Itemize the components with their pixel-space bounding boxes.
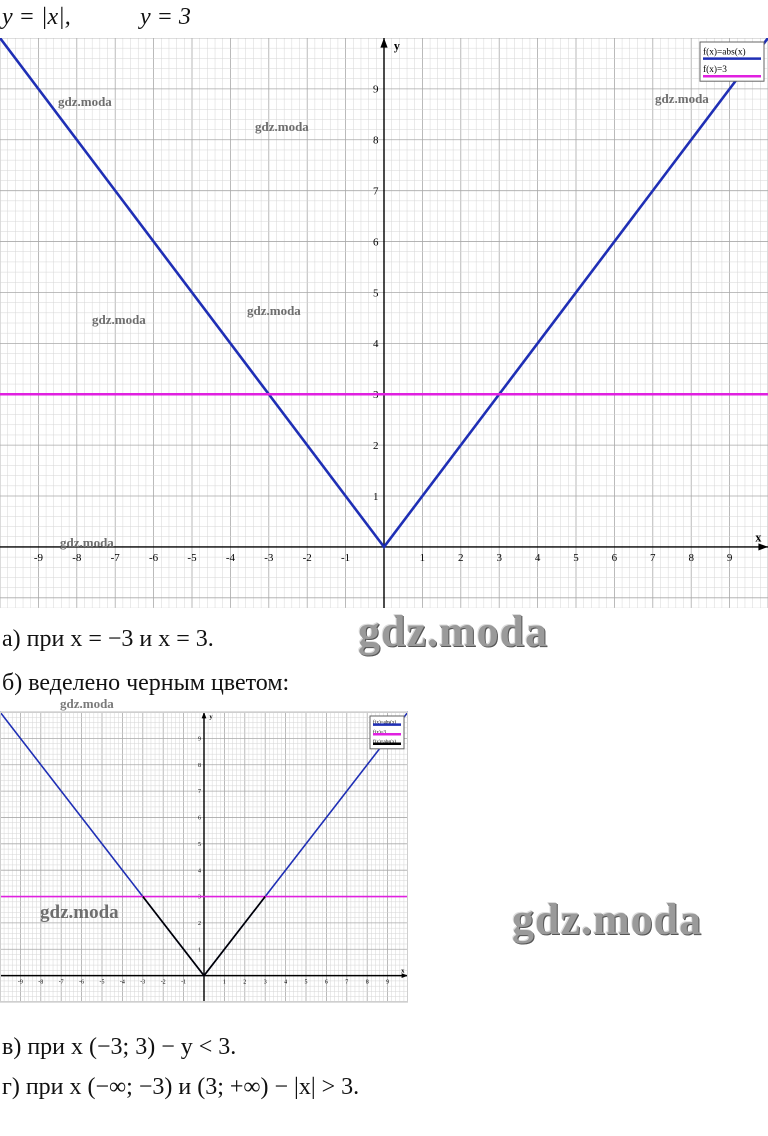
x-tick-label: -6 [149,552,159,565]
x-tick-label: 3 [263,979,267,986]
legend-label: f(x)=abs(x) [703,47,746,58]
legend-label: f(x)=abs(x) [373,719,397,726]
x-tick-label: -5 [99,979,105,986]
answer-v: в) при x (−3; 3) − y < 3. [2,1034,237,1060]
legend-label: f(x)=abs(x) [373,738,397,745]
x-tick-label: 1 [222,979,226,986]
x-tick-label: 8 [688,552,694,565]
x-tick-label: -8 [38,979,44,986]
x-tick-label: -7 [58,979,64,986]
y-tick-label: 3 [198,894,201,901]
watermark-label: gdz.moda [255,119,309,134]
y-tick-label: 5 [373,287,379,300]
x-tick-label: -9 [17,979,23,986]
legend [370,716,404,749]
watermark-label: gdz.moda [60,535,114,550]
y-tick-label: 7 [198,789,201,796]
x-tick-label: -4 [225,552,235,565]
watermark-label: gdz.moda [655,91,709,106]
legend [700,42,764,81]
x-tick-label: -3 [264,552,274,565]
x-tick-label: -1 [341,552,351,565]
x-axis-label: x [401,967,405,975]
x-tick-label: -9 [33,552,43,565]
watermark-large-2: gdz.moda [512,895,703,944]
answer-g: г) при x (−∞; −3) и (3; +∞) − |x| > 3. [2,1074,360,1100]
x-tick-label: 7 [650,552,656,565]
x-tick-label: 9 [386,979,390,986]
watermark-label: gdz.moda [40,902,119,923]
x-tick-label: 4 [284,979,288,986]
watermark-label: gdz.moda [247,303,301,318]
y-tick-label: 1 [373,490,379,503]
x-tick-label: 8 [365,979,369,986]
x-tick-label: -3 [140,979,146,986]
x-tick-label: -7 [110,552,120,565]
y-tick-label: 6 [198,815,201,822]
x-tick-label: -4 [119,979,125,986]
x-tick-label: 6 [611,552,618,565]
legend-label: f(x)=3 [373,729,387,736]
y-tick-label: 4 [373,338,379,351]
x-tick-label: -5 [187,552,197,565]
watermark-b: gdz.moda [60,696,114,711]
equation-const: y = 3 [140,4,191,30]
y-tick-label: 4 [198,868,201,875]
x-tick-label: 5 [573,552,579,565]
x-tick-label: 5 [304,979,308,986]
y-axis-label: y [209,713,213,721]
chart-main [0,38,768,608]
x-tick-label: 6 [324,979,328,986]
y-tick-label: 9 [373,83,379,96]
answer-a: а) при x = −3 и x = 3. [2,626,214,652]
y-tick-label: 2 [198,921,201,928]
y-tick-label: 2 [373,439,379,452]
y-tick-label: 5 [198,841,201,848]
x-tick-label: 7 [345,979,349,986]
y-tick-label: 8 [198,762,201,769]
x-axis-label: x [755,530,762,545]
y-tick-label: 3 [373,389,379,402]
equation-abs: y = |x|, [2,4,71,30]
legend-label: f(x)=3 [703,65,727,76]
chart-highlighted [0,710,408,1012]
y-tick-label: 8 [373,134,379,147]
x-tick-label: -8 [72,552,82,565]
x-tick-label: -1 [181,979,187,986]
watermark-label: gdz.moda [58,94,112,109]
y-tick-label: 7 [373,185,379,198]
y-tick-label: 6 [373,236,379,249]
y-axis-label: y [393,39,400,54]
x-tick-label: 4 [534,552,541,565]
x-tick-label: 1 [419,552,426,565]
x-tick-label: 2 [243,979,247,986]
x-tick-label: 9 [726,552,733,565]
x-tick-label: 2 [458,552,464,565]
x-tick-label: 3 [496,552,502,565]
x-tick-label: -2 [160,979,166,986]
answer-b: б) веделено черным цветом: [2,670,290,696]
watermark-label: gdz.moda [92,312,146,327]
x-tick-label: -2 [302,552,312,565]
y-tick-label: 1 [198,947,201,954]
x-tick-label: -6 [79,979,85,986]
watermark-large-1: gdz.moda [358,607,549,656]
y-tick-label: 9 [198,736,201,743]
